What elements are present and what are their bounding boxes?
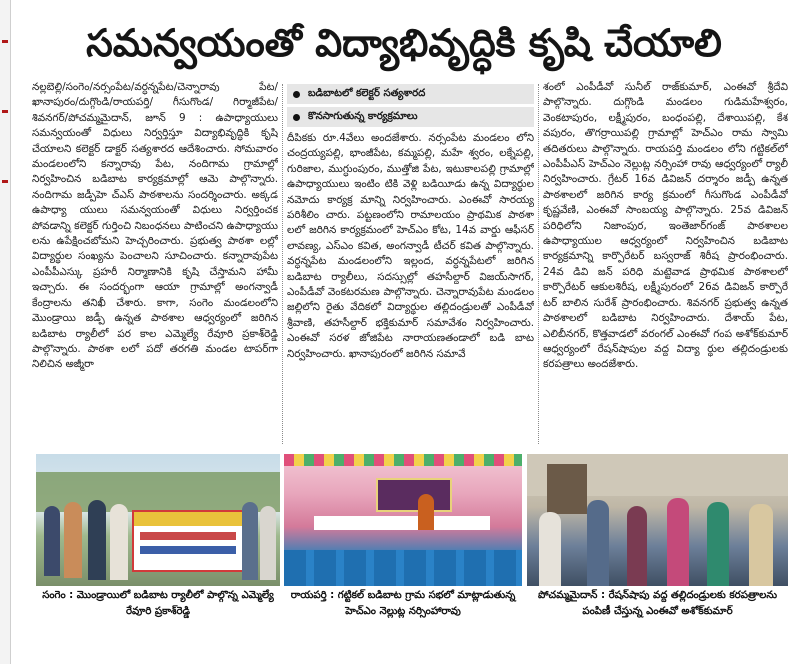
head-table <box>314 516 490 530</box>
column-text: శంలో ఎంపీడీవో సునీల్ రాజ్‌కుమార్, ఎంఈవో శ్రీదేవి పాల్గొన్నారు. దుగ్గొండి మండలం గుడిమహేశ్వరం, వెంకటాపురం, లక్ష్మీపురం, బంధంపల్లి, దేశాయిపల్లి, కేశ వపురం, తొగర్రాయిపల్లి గ్రామాల్లో హెచ్ఎం రామ స్వామి తదితరులు పాల్గొన్నారు. రాయపర్తి మండలం లోని గట్టికల్‌లో ఎంపీపీఎస్ హెచ్ఎం నెల్లుట్ల నర్సింహా రావు ఆధ్వర్యంలో ర్యాలీ నిర్వహించారు. గ్రేటర్ 16వ డివిజన్ దర్శారం జడ్పీ ఉన్నత పాఠశాలలో జరిగిన కార్య క్రమంలో గీసుగొండ ఎంపీడీవో కృష్ణవేణి, ఎంఈవో సాంబయ్య పాల్గొన్నారు. 25వ డివిజన్ పరిధిలోని నిజాంపుర, ఇంతెజార్‌గంజ్ పాఠశాలల ఉపాధ్యాయుల ఆధ్వర్యంలో నిర్వహించిన బడిబాట కార్యక్రమాన్ని కార్పొరేటర్ బస్వరాజ్ శిరీష ప్రారంభించారు. 24వ డివి జన్ పరిధి మట్టెవాడ ప్రాథమిక పాఠశాలలో కార్పొరేటర్ ఆకులశిరీష, లక్ష్మీపురంలో 26వ డివిజన్ కార్పొరే టర్ బాలిన సురేశ్ ప్రారంభించారు. శివనగర్ ప్రభుత్వ ఉన్నత పాఠశాలలో బడిబాట నిర్వహించారు. దేశాయ్ పేట, ఎలిబీనగర్, కొత్తవాడలో వరంగల్ ఎంఈవో గంప అశోక్‌కుమార్ ఆధ్వర్యంలో రేషన్‌షాపుల వద్ద విద్యా ర్థుల తల్లిదండ్రులకు కరపత్రాలు అందజేశారు. <box>543 81 788 371</box>
person-figure <box>749 504 773 586</box>
column-divider <box>538 84 539 444</box>
edge-marker <box>2 110 8 113</box>
person-figure <box>88 500 106 580</box>
bullet-icon <box>293 114 300 121</box>
ration-shop-photo <box>527 454 788 586</box>
bunting <box>284 454 522 466</box>
article-column-3 <box>543 80 788 448</box>
shop-door <box>547 464 587 514</box>
person-figure <box>539 512 561 586</box>
highlight-text: కొనసాగుతున్న కార్యక్రమాలు <box>308 111 418 123</box>
person-figure <box>627 506 647 586</box>
edge-marker <box>2 40 8 43</box>
audience-chairs <box>284 550 522 586</box>
speaker-figure <box>418 494 434 530</box>
person-figure <box>667 498 689 586</box>
rally-photo <box>36 454 280 586</box>
person-figure <box>587 500 609 586</box>
photo-caption: పోచమ్మమైదాన్ : రేషన్‌షాపు వద్ద తల్లిదండ్రులకు కరపత్రాలను పంపిణీ చేస్తున్న ఎంఈవో అశోక్‌కుమార్ <box>537 590 777 617</box>
highlights-box <box>287 84 534 127</box>
highlight-text: బడిబాటలో కలెక్టర్ సత్యశారద <box>308 88 426 100</box>
banner-header <box>134 512 242 526</box>
person-figure <box>260 506 276 580</box>
photo-caption: రాయపర్తి : గట్టికల్ బడిబాట గ్రామ సభలో మాట్లాడుతున్న హెచ్ఎం నెల్లుట్ల నర్సింహారావు <box>290 590 516 617</box>
photo-caption: సంగెం : మొండ్రాయిలో బడిబాట ర్యాలీలో పాల్గొన్న ఎమ్మెల్యే రేవూరి ప్రకాశ్‌రెడ్డి <box>42 590 274 617</box>
banner-line <box>140 546 236 554</box>
stage-banner <box>376 478 452 512</box>
column-divider <box>282 84 283 444</box>
person-figure <box>44 506 60 576</box>
person-figure <box>64 502 82 578</box>
person-figure <box>242 502 258 580</box>
article-headline: సమన్వయంతో విద్యాభివృద్ధికి కృషి చేయాలి <box>86 21 722 65</box>
highlight-item <box>287 107 534 127</box>
edge-marker <box>2 180 8 183</box>
article-column-2 <box>287 80 534 448</box>
bullet-icon <box>293 91 300 98</box>
banner-line <box>140 532 236 540</box>
column-text: దీపికకు రూ.4వేలు అందజేశారు. నర్సంపేట మండలం లోని చంద్రయ్యపల్లి, భాంజీపేట, కమ్మపల్లి, మహే శ్వరం, లక్నేపల్లి, గురిజాల, ముగ్ధుంపురం, ముత్తోజి పేట, ఇటుకాలపల్లి గ్రామాల్లో ఉపాధ్యాయులు ఇంటిం టికి వెళ్లి బడియీడు ఉన్న విద్యార్థుల నమోదు కార్యక్ర మాన్ని నిర్వహించారు. ఎంఈవో సారయ్య పరిశీలిం చారు. పట్టణంలోని రామాలయం ప్రాథమిక పాఠశా లలో జరిగిన కార్యక్రమంలో హెచ్ఎం కోట, 14వ వార్డు ఆఫీసర్ లావణ్య, ఎస్ఎం కవిత, అంగన్వాడీ టీచర్ కవిత పాల్గొన్నారు. వర్ధన్నపేట మండలంలోని ఇల్లంద, వర్ధన్నపేటలో జరిగిన బడిబాట ర్యాలీలు, సదస్సుల్లో తహసీల్దార్ విజయ్‌సాగర్, ఎంపీడీవో వెంకటరమణ పాల్గొన్నారు. చెన్నారావుపేట మండలం జల్లిలోని రైతు వేదికలో విద్యార్థుల తల్లిదండ్రులతో ఎంపీడీవో శ్రీవాణి, తహసీల్దార్ భక్తికుమార్ సమావేశం నిర్వహించారు. ఎంఈవో సరళ జోజిపేట నారాయణతండాలో బడి బాట నిర్వహించారు. ఖానాపురంలో జరిగిన సమావే <box>287 132 534 360</box>
meeting-photo <box>284 454 522 586</box>
highlight-item <box>287 84 534 104</box>
person-figure <box>110 504 128 580</box>
banner <box>132 510 244 572</box>
page-edge-strip <box>0 0 11 664</box>
column-text: నల్లబెల్లి/సంగెం/నర్సంపేట/వర్ధన్నపేట/చెన్నారావు పేట/ఖానాపురం/దుగ్గొండి/రాయపర్తి/ గీసుగొండ/ గిర్మాజీపేట/శివనగర్/పోచమ్మమైదాన్, జూన్ 9 : ఉపాధ్యాయులు సమన్వయంతో విధులు నిర్వర్తిస్తూ విద్యాభివృద్ధికి కృషి చేయాలని కలెక్టర్ డాక్టర్ సత్యశారద ఆదేశించారు. సోమవారం మండలంలోని కన్నారావు పేట, నందిగామ గ్రామాల్లో నిర్వహించిన బడిబాట కార్యక్రమాల్లో ఆమె పాల్గొన్నారు. నందిగామ జడ్పీహె చ్ఎస్ పాఠశాలను సందర్శించారు. అక్కడ ఉపాధ్యా యులు సమన్వయంతో విధులు నిర్వర్తించక పోవడాన్ని కలెక్టర్ గుర్తించి నిబంధనలు పాటించని ఉపాధ్యాయు లను ఉపేక్షించబోమని హెచ్చరించారు. ప్రభుత్వ పాఠశా లల్లో విద్యార్థుల సంఖ్యను పెంచాలని సూచించారు. కన్నారావుపేట ఎంపీపీఎస్కు ప్రహరీ నిర్మాణానికి కృషి చేస్తామని హామీ ఇచ్చారు. ఈ సందర్భంగా ఆయా గ్రామాల్లో అంగన్వాడీ కేంద్రాలను తనిఖీ చేశారు. కాగా, సంగెం మండలంలోని మొండ్రాయి జడ్పీ ఉన్నత పాఠశాల ఆధ్వర్యంలో జరిగిన బడిబాట ర్యాలీలో పర కాల ఎమ్మెల్యే రేవూరి ప్రకాశ్‌రెడ్డి పాల్గొన్నారు. పాఠశా లలో పదో తరగతి మండల టాపర్‌గా నిలిచిన అజ్మీరా <box>32 81 278 371</box>
article-column-1 <box>32 80 278 448</box>
person-figure <box>707 502 729 586</box>
